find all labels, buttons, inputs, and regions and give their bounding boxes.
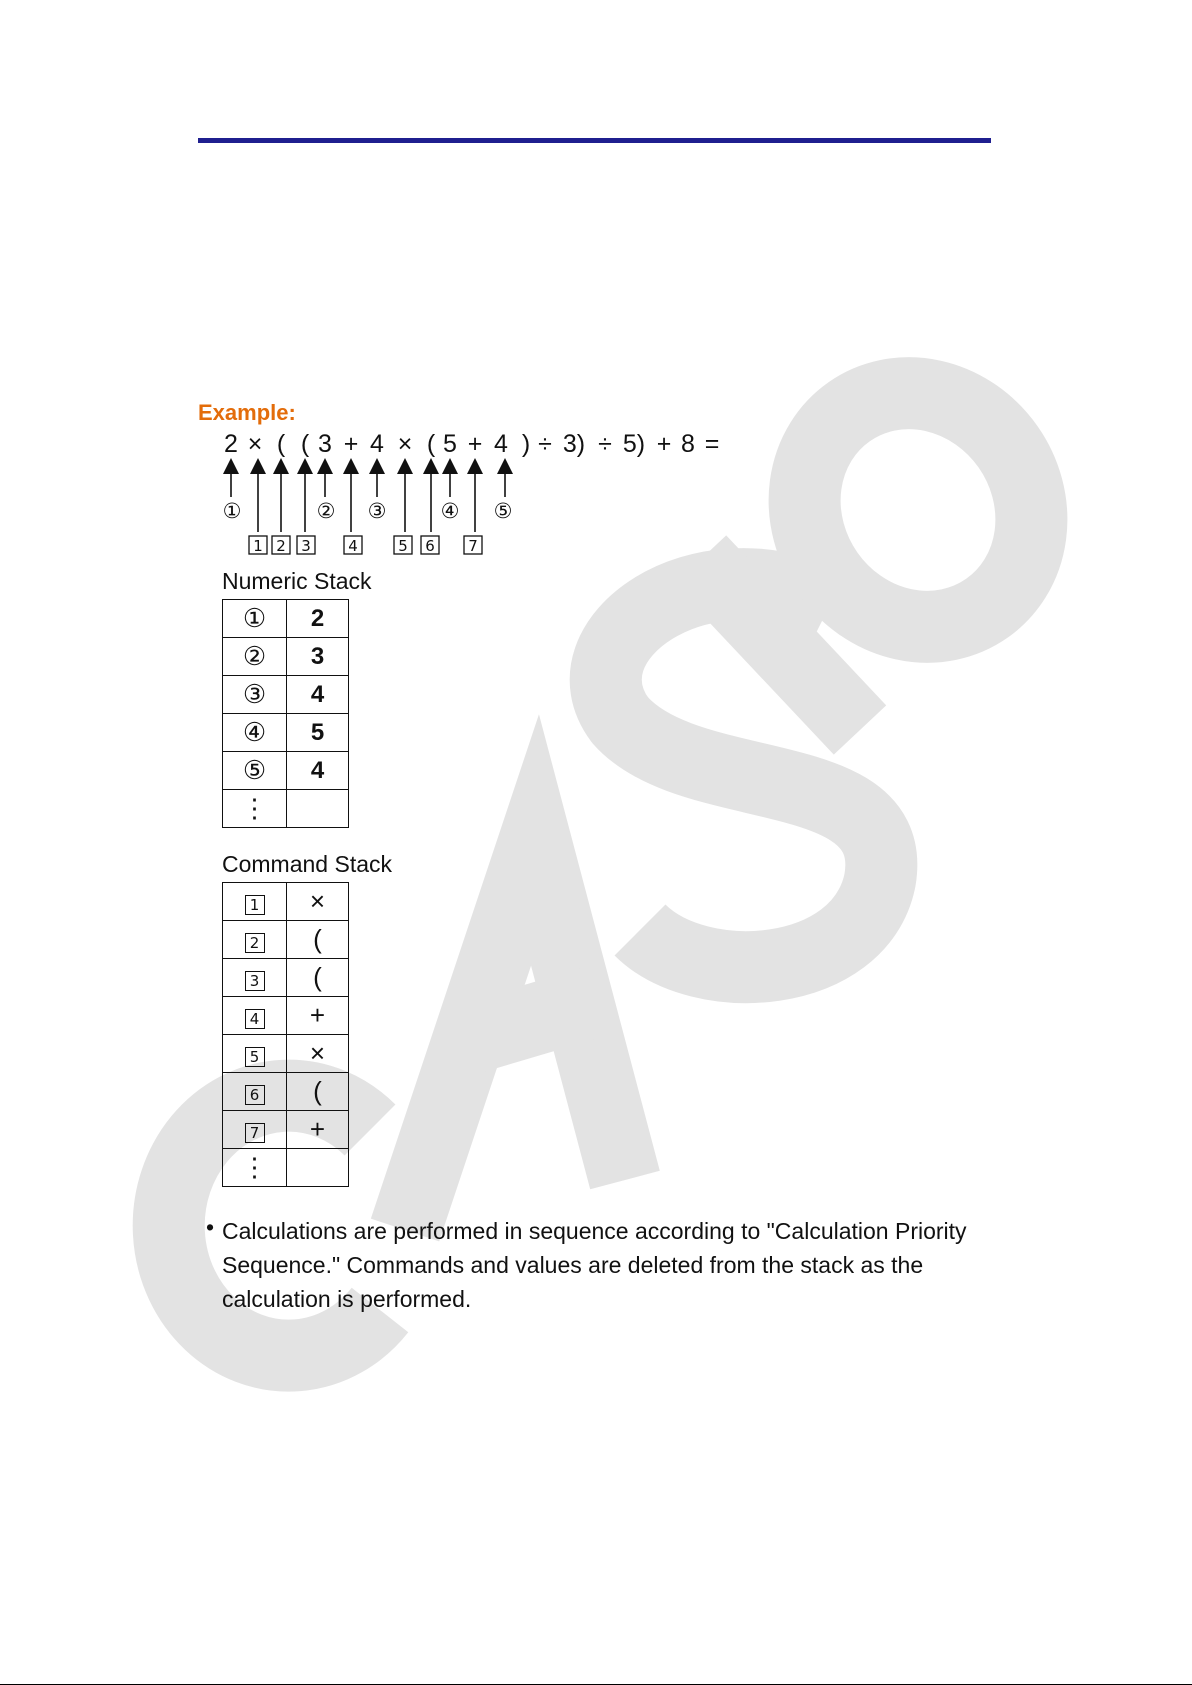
numeric-marker: ③ — [367, 499, 387, 523]
stack-row — [223, 714, 349, 752]
stack-value: 5 — [287, 714, 349, 752]
expression-token: 8 — [681, 430, 695, 458]
svg-text:3: 3 — [301, 537, 311, 555]
expression-token: 5 — [443, 430, 457, 458]
stack-value: × — [287, 883, 349, 921]
command-marker — [297, 536, 315, 555]
stack-row — [223, 1073, 349, 1111]
svg-text:7: 7 — [468, 537, 478, 555]
stack-key: ⑤ — [223, 752, 287, 790]
svg-text:4: 4 — [348, 537, 358, 555]
stack-row — [223, 638, 349, 676]
stack-key: 1 — [223, 883, 287, 921]
numeric-marker: ⑤ — [493, 499, 513, 523]
stack-value: 3 — [287, 638, 349, 676]
expression-token: 3 — [318, 430, 332, 458]
stack-row — [223, 997, 349, 1035]
command-marker — [344, 536, 362, 555]
stack-value — [287, 1149, 349, 1187]
stack-value: ( — [287, 921, 349, 959]
expression-token: = — [704, 430, 720, 458]
numeric-stack-table — [222, 599, 349, 828]
stack-key: 7 — [223, 1111, 287, 1149]
svg-text:1: 1 — [253, 537, 263, 555]
numeric-marker: ② — [316, 499, 336, 523]
stack-key: ① — [223, 600, 287, 638]
stack-value: ( — [287, 1073, 349, 1111]
numeric-marker: ④ — [440, 499, 460, 523]
expression-token: 4 — [370, 430, 384, 458]
stack-key: ③ — [223, 676, 287, 714]
expression-token: + — [656, 430, 672, 458]
command-stack-table — [222, 882, 349, 1187]
svg-text:5: 5 — [398, 537, 408, 555]
command-stack-title: Command Stack — [222, 851, 393, 877]
stack-value: 4 — [287, 752, 349, 790]
stack-row — [223, 1149, 349, 1187]
stack-value: 2 — [287, 600, 349, 638]
svg-text:2: 2 — [276, 537, 286, 555]
stack-row — [223, 921, 349, 959]
expression-token: ÷ — [538, 430, 552, 458]
stack-row — [223, 752, 349, 790]
svg-text:6: 6 — [425, 537, 435, 555]
stack-row — [223, 790, 349, 828]
stack-row — [223, 1035, 349, 1073]
expression-token: + — [467, 430, 483, 458]
command-marker — [272, 536, 290, 555]
stack-value: ( — [287, 959, 349, 997]
example-label: Example: — [198, 400, 296, 425]
expression-token: ( — [426, 430, 436, 458]
stack-key: ② — [223, 638, 287, 676]
stack-value — [287, 790, 349, 828]
command-marker — [249, 536, 267, 555]
expression-token: × — [247, 430, 263, 458]
expression-token: ) — [521, 430, 531, 458]
stack-key: ④ — [223, 714, 287, 752]
stack-row — [223, 600, 349, 638]
stack-value: × — [287, 1035, 349, 1073]
stack-key: 4 — [223, 997, 287, 1035]
stack-key: 6 — [223, 1073, 287, 1111]
stack-value: 4 — [287, 676, 349, 714]
expression-token: 5) — [622, 430, 646, 458]
expression-token: + — [343, 430, 359, 458]
stack-row — [223, 1111, 349, 1149]
command-marker — [464, 536, 482, 555]
expression-token: ( — [300, 430, 310, 458]
stack-key: 2 — [223, 921, 287, 959]
stack-key: 3 — [223, 959, 287, 997]
expression-token: ÷ — [598, 430, 612, 458]
stack-key: 5 — [223, 1035, 287, 1073]
note-paragraph: Calculations are performed in sequence according to "Calculation Priority Sequence." Commands and values are deleted from the stack as the calculation is performed. — [222, 1218, 967, 1312]
expression-token: 4 — [494, 430, 508, 458]
command-marker — [394, 536, 412, 555]
stack-key: ⋮ — [223, 790, 287, 828]
expression-token: ( — [276, 430, 286, 458]
numeric-marker: ① — [222, 499, 242, 523]
expression-token: 3) — [562, 430, 586, 458]
expression-token: 2 — [224, 430, 238, 458]
stack-value: + — [287, 1111, 349, 1149]
note-bullet: • — [206, 1214, 215, 1240]
stack-key: ⋮ — [223, 1149, 287, 1187]
stack-row — [223, 883, 349, 921]
numeric-stack-title: Numeric Stack — [222, 568, 372, 594]
command-marker — [421, 536, 439, 555]
stack-row — [223, 676, 349, 714]
stack-row — [223, 959, 349, 997]
expression-token: × — [397, 430, 413, 458]
stack-value: + — [287, 997, 349, 1035]
